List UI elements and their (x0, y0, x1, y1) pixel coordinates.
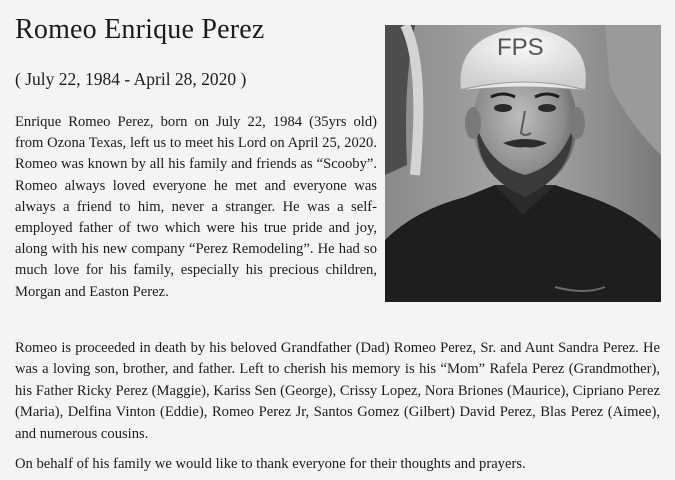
thanks-line: On behalf of his family we would like to thank everyone for their thoughts and prayers. (15, 456, 526, 472)
biography-paragraph: Enrique Romeo Perez, born on July 22, 1984 (35yrs old) from Ozona Texas, left us to meet his Lord on April 25, 2020. Romeo was known by all his family and friends as “Scooby”. Romeo always loved everyone he met and everyone was always a friend to him, never a stranger. He was a self-employed father of two which were his true pride and joy, along with his new company “Perez Remodeling”. He had so much love for his family, especially his precious children, Morgan and Easton Perez. (15, 114, 377, 300)
cap-lettering: FPS (497, 34, 544, 61)
portrait-photo (385, 25, 661, 302)
obituary-name: Romeo Enrique Perez (15, 14, 265, 45)
life-dates: ( July 22, 1984 - April 28, 2020 ) (15, 69, 247, 89)
survivors-paragraph: Romeo is proceeded in death by his beloved Grandfather (Dad) Romeo Perez, Sr. and Aunt Sandra Perez. He was a loving son, brother, and father. Left to cherish his memory is his “Mom” Rafela Perez (Grandmother), his Father Ricky Perez (Maggie), Kariss Sen (George), Crissy Lopez, Nora Briones (Maurice), Cipriano Perez (Maria), Delfina Vinton (Eddie), Romeo Perez Jr, Santos Gomez (Gilbert) David Perez, Blas Perez (Aimee), and numerous cousins. (15, 340, 660, 442)
